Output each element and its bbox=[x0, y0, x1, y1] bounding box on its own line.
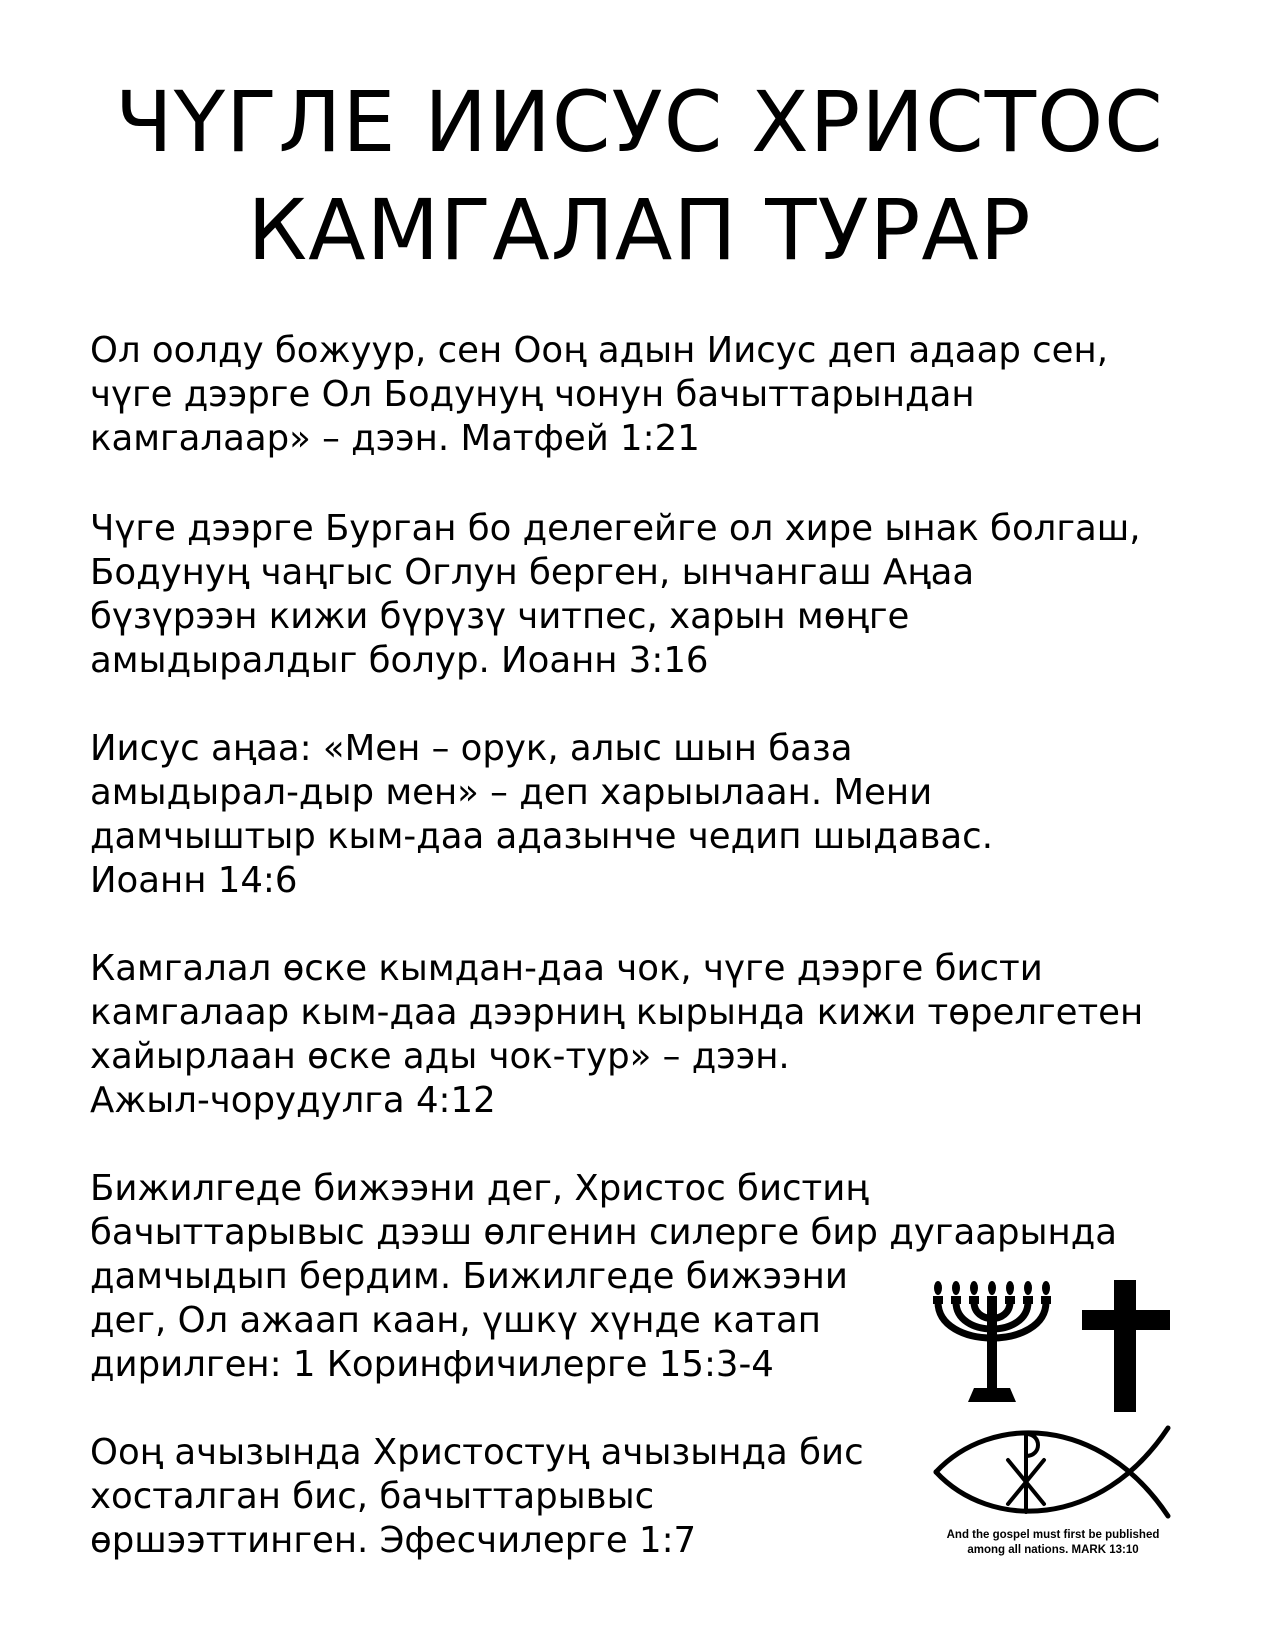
verse-line: Камгалал өске кымдан-даа чок, чүге дээрге бисти bbox=[90, 948, 1043, 989]
verse-matthew-1-21 bbox=[90, 329, 1108, 461]
page-title-line-1: ЧҮГЛЕ ИИСУС ХРИСТОС bbox=[115, 73, 1164, 171]
verse-line: дамчыштыр кым-даа адазынче чедип шыдавас. bbox=[90, 816, 993, 857]
verse-line: Ажыл-чорудулга 4:12 bbox=[90, 1080, 496, 1121]
verse-line: дег, Ол ажаап каан, үшкү хүнде катап bbox=[90, 1300, 821, 1341]
faith-symbols bbox=[930, 1280, 1230, 1570]
verse-line: бачыттарывыс дээш өлгенин силерге бир дугаарында bbox=[90, 1212, 1118, 1253]
verse-line: бүзүрээн кижи бүрүзү читпес, харын мөңге bbox=[90, 596, 910, 637]
page-title-line-2: КАМГАЛАП ТУРАР bbox=[247, 181, 1032, 279]
verse-line: Бодунуң чаңгыс Оглун берген, ынчангаш Аңаа bbox=[90, 552, 975, 593]
cross-icon bbox=[1082, 1280, 1170, 1412]
verse-john-14-6 bbox=[90, 727, 993, 903]
verse-line: Чүге дээрге Бурган бо делегейге ол хире ынак болгаш, bbox=[90, 508, 1141, 549]
verse-line: хайырлаан өске ады чок-тур» – дээн. bbox=[90, 1036, 790, 1077]
verse-line: амыдыралдыг болур. Иоанн 3:16 bbox=[90, 640, 709, 681]
verse-line: Бижилгеде бижээни дег, Христос бистиң bbox=[90, 1168, 869, 1209]
verse-line: камгалаар кым-даа дээрниң кырында кижи төрелгетен bbox=[90, 992, 1144, 1033]
verse-line: Ол оолду божуур, сен Ооң адын Иисус деп адаар сен, bbox=[90, 330, 1108, 371]
verse-line: амыдырал-дыр мен» – деп харыылаан. Мени bbox=[90, 772, 933, 813]
verse-line: чүге дээрге Ол Бодунуң чонун бачыттарындан bbox=[90, 374, 975, 415]
caption-mark-13-10 bbox=[908, 1528, 1198, 1558]
verse-line: дирилген: 1 Коринфичилерге 15:3-4 bbox=[90, 1344, 774, 1385]
verse-line: хосталган бис, бачыттарывыс bbox=[90, 1476, 655, 1517]
caption-line: among all nations. MARK 13:10 bbox=[967, 1544, 1139, 1556]
verse-line: камгалаар» – дээн. Матфей 1:21 bbox=[90, 418, 700, 459]
verse-line: Иисус аңаа: «Мен – орук, алыс шын база bbox=[90, 728, 853, 769]
caption-line: And the gospel must first be published bbox=[946, 1529, 1160, 1541]
verse-ephesians-1-7 bbox=[90, 1431, 864, 1563]
verse-line: Иоанн 14:6 bbox=[90, 860, 298, 901]
verse-john-3-16 bbox=[90, 507, 1141, 683]
verse-acts-4-12 bbox=[90, 947, 1143, 1123]
verse-line: өршээттинген. Эфесчилерге 1:7 bbox=[90, 1520, 697, 1561]
menorah-icon bbox=[930, 1280, 1058, 1410]
verse-line: дамчыдып бердим. Бижилгеде бижээни bbox=[90, 1256, 848, 1297]
ichthys-chi-rho-icon bbox=[930, 1420, 1174, 1524]
verse-line: Ооң ачызында Христостуң ачызында бис bbox=[90, 1432, 864, 1473]
